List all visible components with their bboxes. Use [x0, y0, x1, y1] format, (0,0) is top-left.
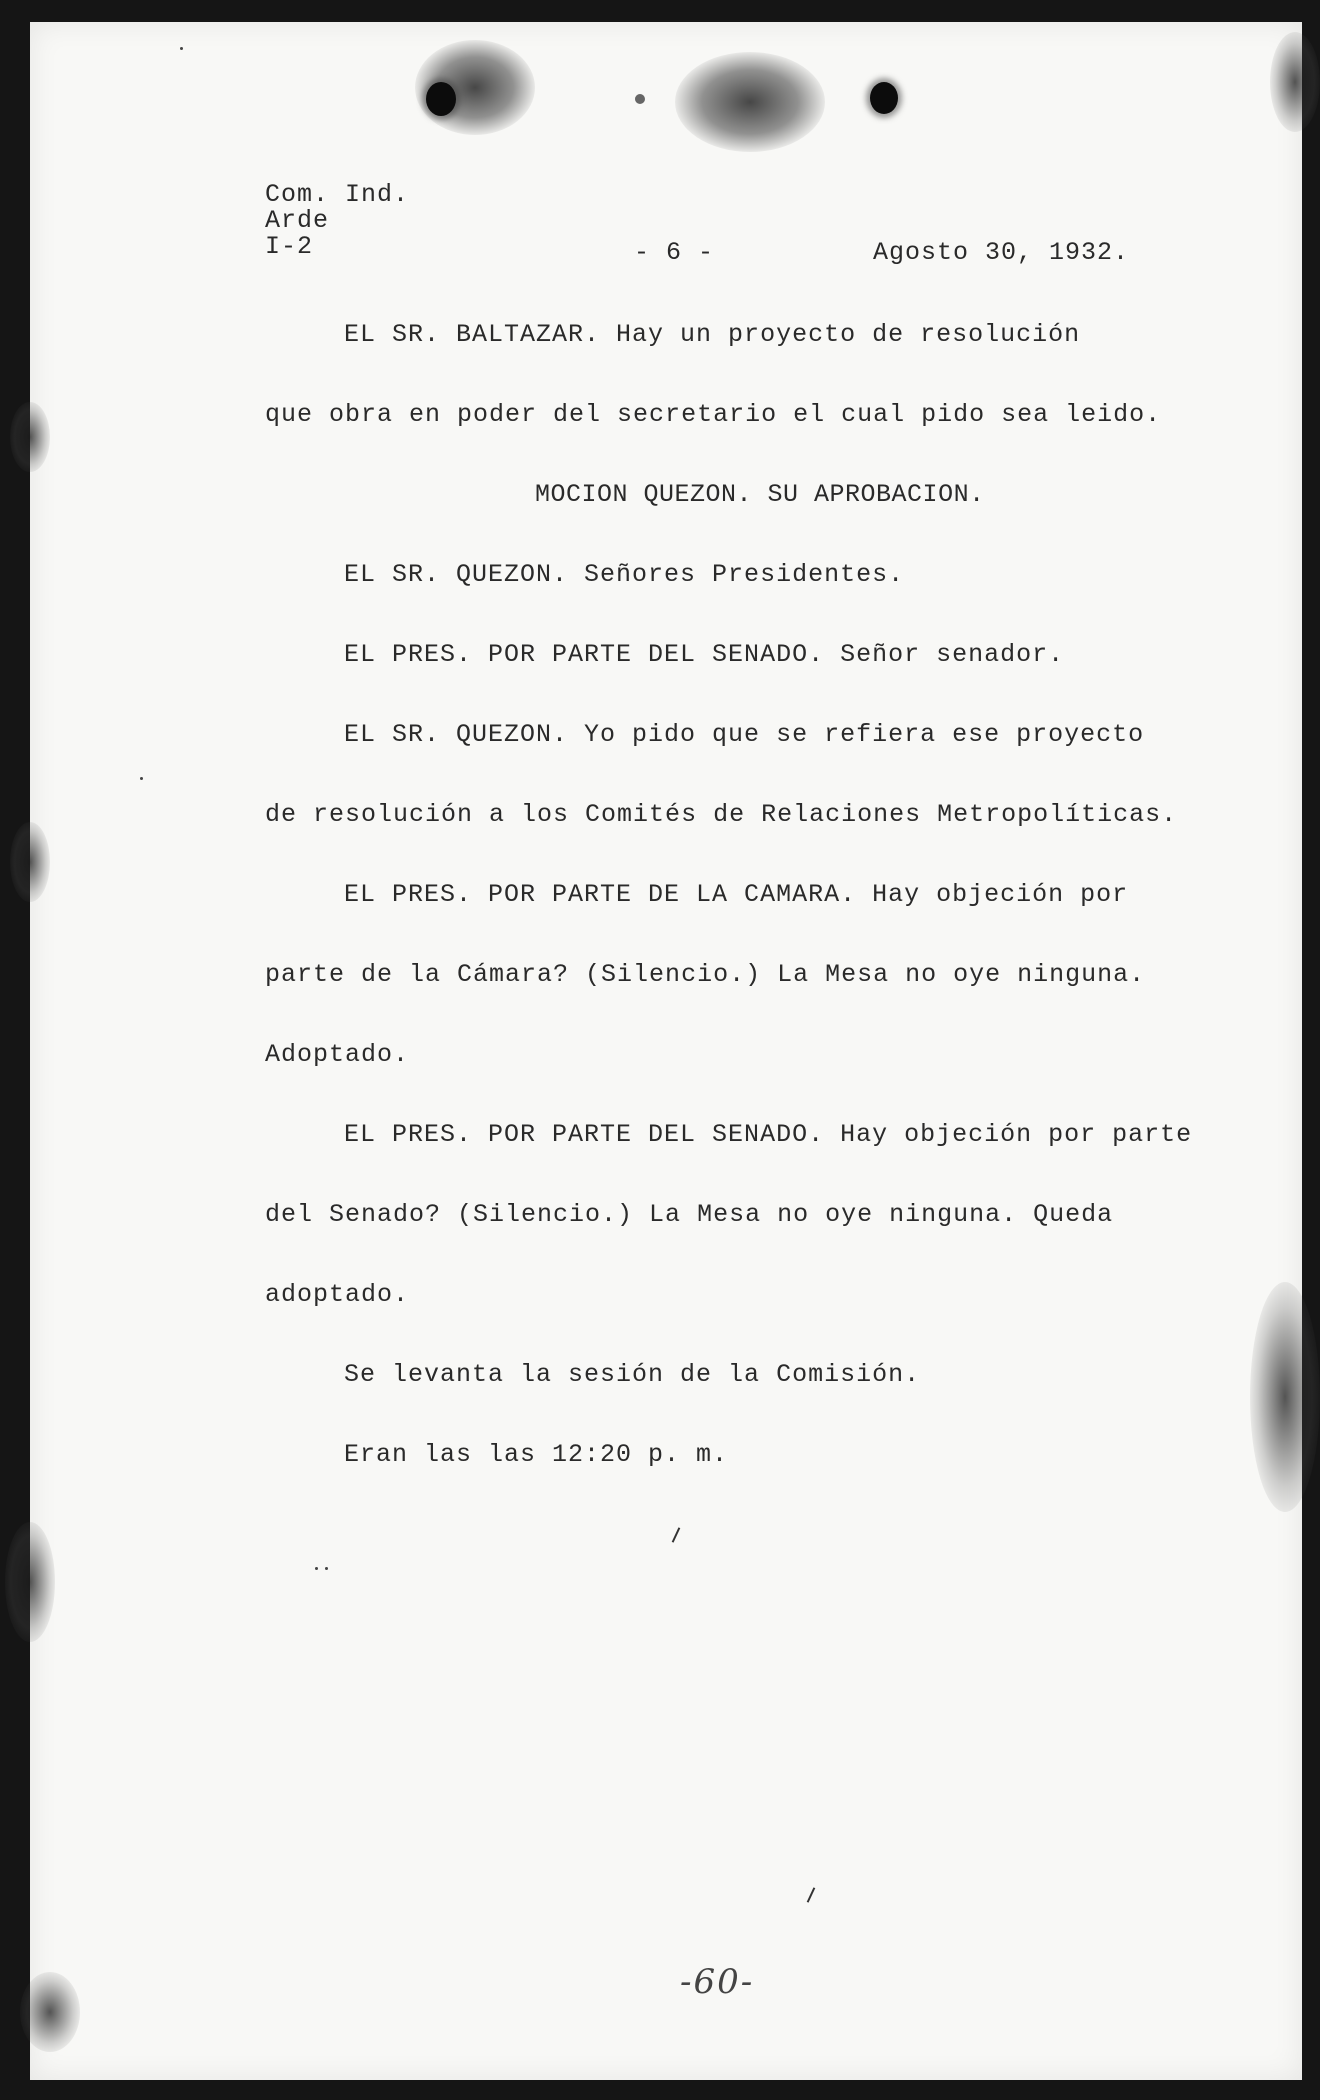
- reference-code-line: Arde: [265, 206, 330, 235]
- paragraph-line: parte de la Cámara? (Silencio.) La Mesa no oye ninguna.: [265, 960, 1146, 989]
- document-page: [30, 22, 1302, 2080]
- page-number: - 6 -: [634, 238, 715, 267]
- paragraph-line: adoptado.: [265, 1280, 410, 1309]
- paragraph-line: que obra en poder del secretario el cual pido sea leido.: [265, 400, 1162, 429]
- edge-smudge: [10, 402, 50, 472]
- edge-smudge: [10, 822, 50, 902]
- speck: [315, 1567, 318, 1570]
- paragraph-line: EL PRES. POR PARTE DEL SENADO. Hay objeción por parte: [344, 1120, 1193, 1149]
- reference-code-line: I-2: [265, 232, 314, 261]
- edge-smudge: [1250, 1282, 1320, 1512]
- paragraph-line: EL SR. QUEZON. Señores Presidentes.: [344, 560, 905, 589]
- paragraph-line: del Senado? (Silencio.) La Mesa no oye ninguna. Queda: [265, 1200, 1114, 1229]
- handwritten-page-number: -60-: [680, 1962, 755, 2002]
- paragraph-line: EL SR. BALTAZAR. Hay un proyecto de resolución: [344, 320, 1081, 349]
- paragraph-line: EL PRES. POR PARTE DE LA CAMARA. Hay objeción por: [344, 880, 1129, 909]
- edge-smudge: [5, 1522, 55, 1642]
- reference-code-line: Com. Ind.: [265, 180, 410, 209]
- speck: [635, 94, 645, 104]
- edge-smudge: [1270, 32, 1320, 132]
- paragraph-line: Se levanta la sesión de la Comisión.: [344, 1360, 921, 1389]
- pencil-mark: [672, 1527, 681, 1542]
- punch-hole: [426, 82, 456, 116]
- document-date: Agosto 30, 1932.: [873, 238, 1130, 267]
- paragraph-line: de resolución a los Comités de Relaciones Metropolíticas.: [265, 800, 1178, 829]
- speck: [325, 1567, 328, 1570]
- section-heading: MOCION QUEZON. SU APROBACION.: [535, 480, 985, 509]
- punch-hole: [870, 82, 898, 114]
- ink-smudge: [675, 52, 825, 152]
- pencil-mark: [807, 1887, 816, 1902]
- speck: [140, 777, 143, 780]
- edge-smudge: [20, 1972, 80, 2052]
- paragraph-line: EL SR. QUEZON. Yo pido que se refiera ese proyecto: [344, 720, 1145, 749]
- speck: [180, 47, 183, 50]
- paragraph-line: EL PRES. POR PARTE DEL SENADO. Señor senador.: [344, 640, 1065, 669]
- paragraph-line: Eran las las 12:20 p. m.: [344, 1440, 729, 1469]
- paragraph-line: Adoptado.: [265, 1040, 410, 1069]
